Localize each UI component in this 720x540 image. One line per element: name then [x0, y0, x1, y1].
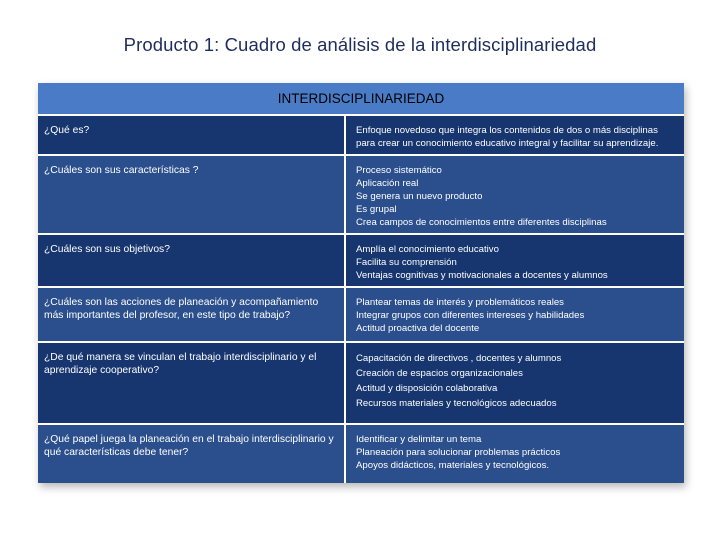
answer-line: Enfoque novedoso que integra los contenidos de dos o más disciplinas — [356, 125, 658, 136]
row-answer — [346, 343, 684, 423]
answer-line: Capacitación de directivos , docentes y alumnos — [356, 353, 562, 364]
answer-line: Planeación para solucionar problemas prácticos — [356, 447, 561, 458]
row-question: ¿Qué papel juega la planeación en el trabajo interdisciplinario y qué características debe tener? — [38, 425, 346, 483]
answer-line: Es grupal — [356, 204, 397, 215]
row-answer — [346, 116, 684, 154]
row-answer — [346, 425, 684, 483]
table-row — [38, 116, 684, 156]
answer-line: Identificar y delimitar un tema — [356, 434, 482, 445]
answer-line: Apoyos didácticos, materiales y tecnológicos. — [356, 460, 550, 471]
table-row — [38, 156, 684, 235]
table-row — [38, 235, 684, 288]
answer-line: Proceso sistemático — [356, 165, 442, 176]
analysis-table — [38, 83, 684, 483]
row-question: ¿Qué es? — [38, 116, 346, 154]
page-title: Producto 1: Cuadro de análisis de la interdisciplinariedad — [123, 34, 597, 55]
answer-line: Amplía el conocimiento educativo — [356, 244, 499, 255]
row-question: ¿Cuáles son las acciones de planeación y acompañamiento más importantes del profesor, en este tipo de trabajo? — [38, 288, 346, 341]
table-row — [38, 425, 684, 483]
table-row — [38, 343, 684, 425]
table-header: INTERDISCIPLINARIEDAD — [38, 83, 684, 116]
answer-line: Actitud y disposición colaborativa — [356, 383, 498, 394]
answer-line: para crear un conocimiento educativo integral y facilitar su aprendizaje. — [356, 138, 659, 149]
answer-line: Recursos materiales y tecnológicos adecuados — [356, 398, 557, 409]
row-question: ¿De qué manera se vinculan el trabajo interdisciplinario y el aprendizaje cooperativo? — [38, 343, 346, 423]
row-answer — [346, 235, 684, 286]
answer-line: Facilita su comprensión — [356, 257, 457, 268]
answer-line: Plantear temas de interés y problemáticos reales — [356, 297, 564, 308]
row-question: ¿Cuáles son sus objetivos? — [38, 235, 346, 286]
table-row — [38, 288, 684, 343]
answer-line: Se genera un nuevo producto — [356, 191, 483, 202]
row-answer — [346, 156, 684, 233]
answer-line: Ventajas cognitivas y motivacionales a docentes y alumnos — [356, 270, 608, 281]
answer-line: Aplicación real — [356, 178, 419, 189]
answer-line: Crea campos de conocimientos entre diferentes disciplinas — [356, 217, 607, 228]
answer-line: Creación de espacios organizacionales — [356, 368, 523, 379]
row-question: ¿Cuáles son sus características ? — [38, 156, 346, 233]
row-answer — [346, 288, 684, 341]
answer-line: Integrar grupos con diferentes intereses y habilidades — [356, 310, 585, 321]
answer-line: Actitud proactiva del docente — [356, 323, 480, 334]
